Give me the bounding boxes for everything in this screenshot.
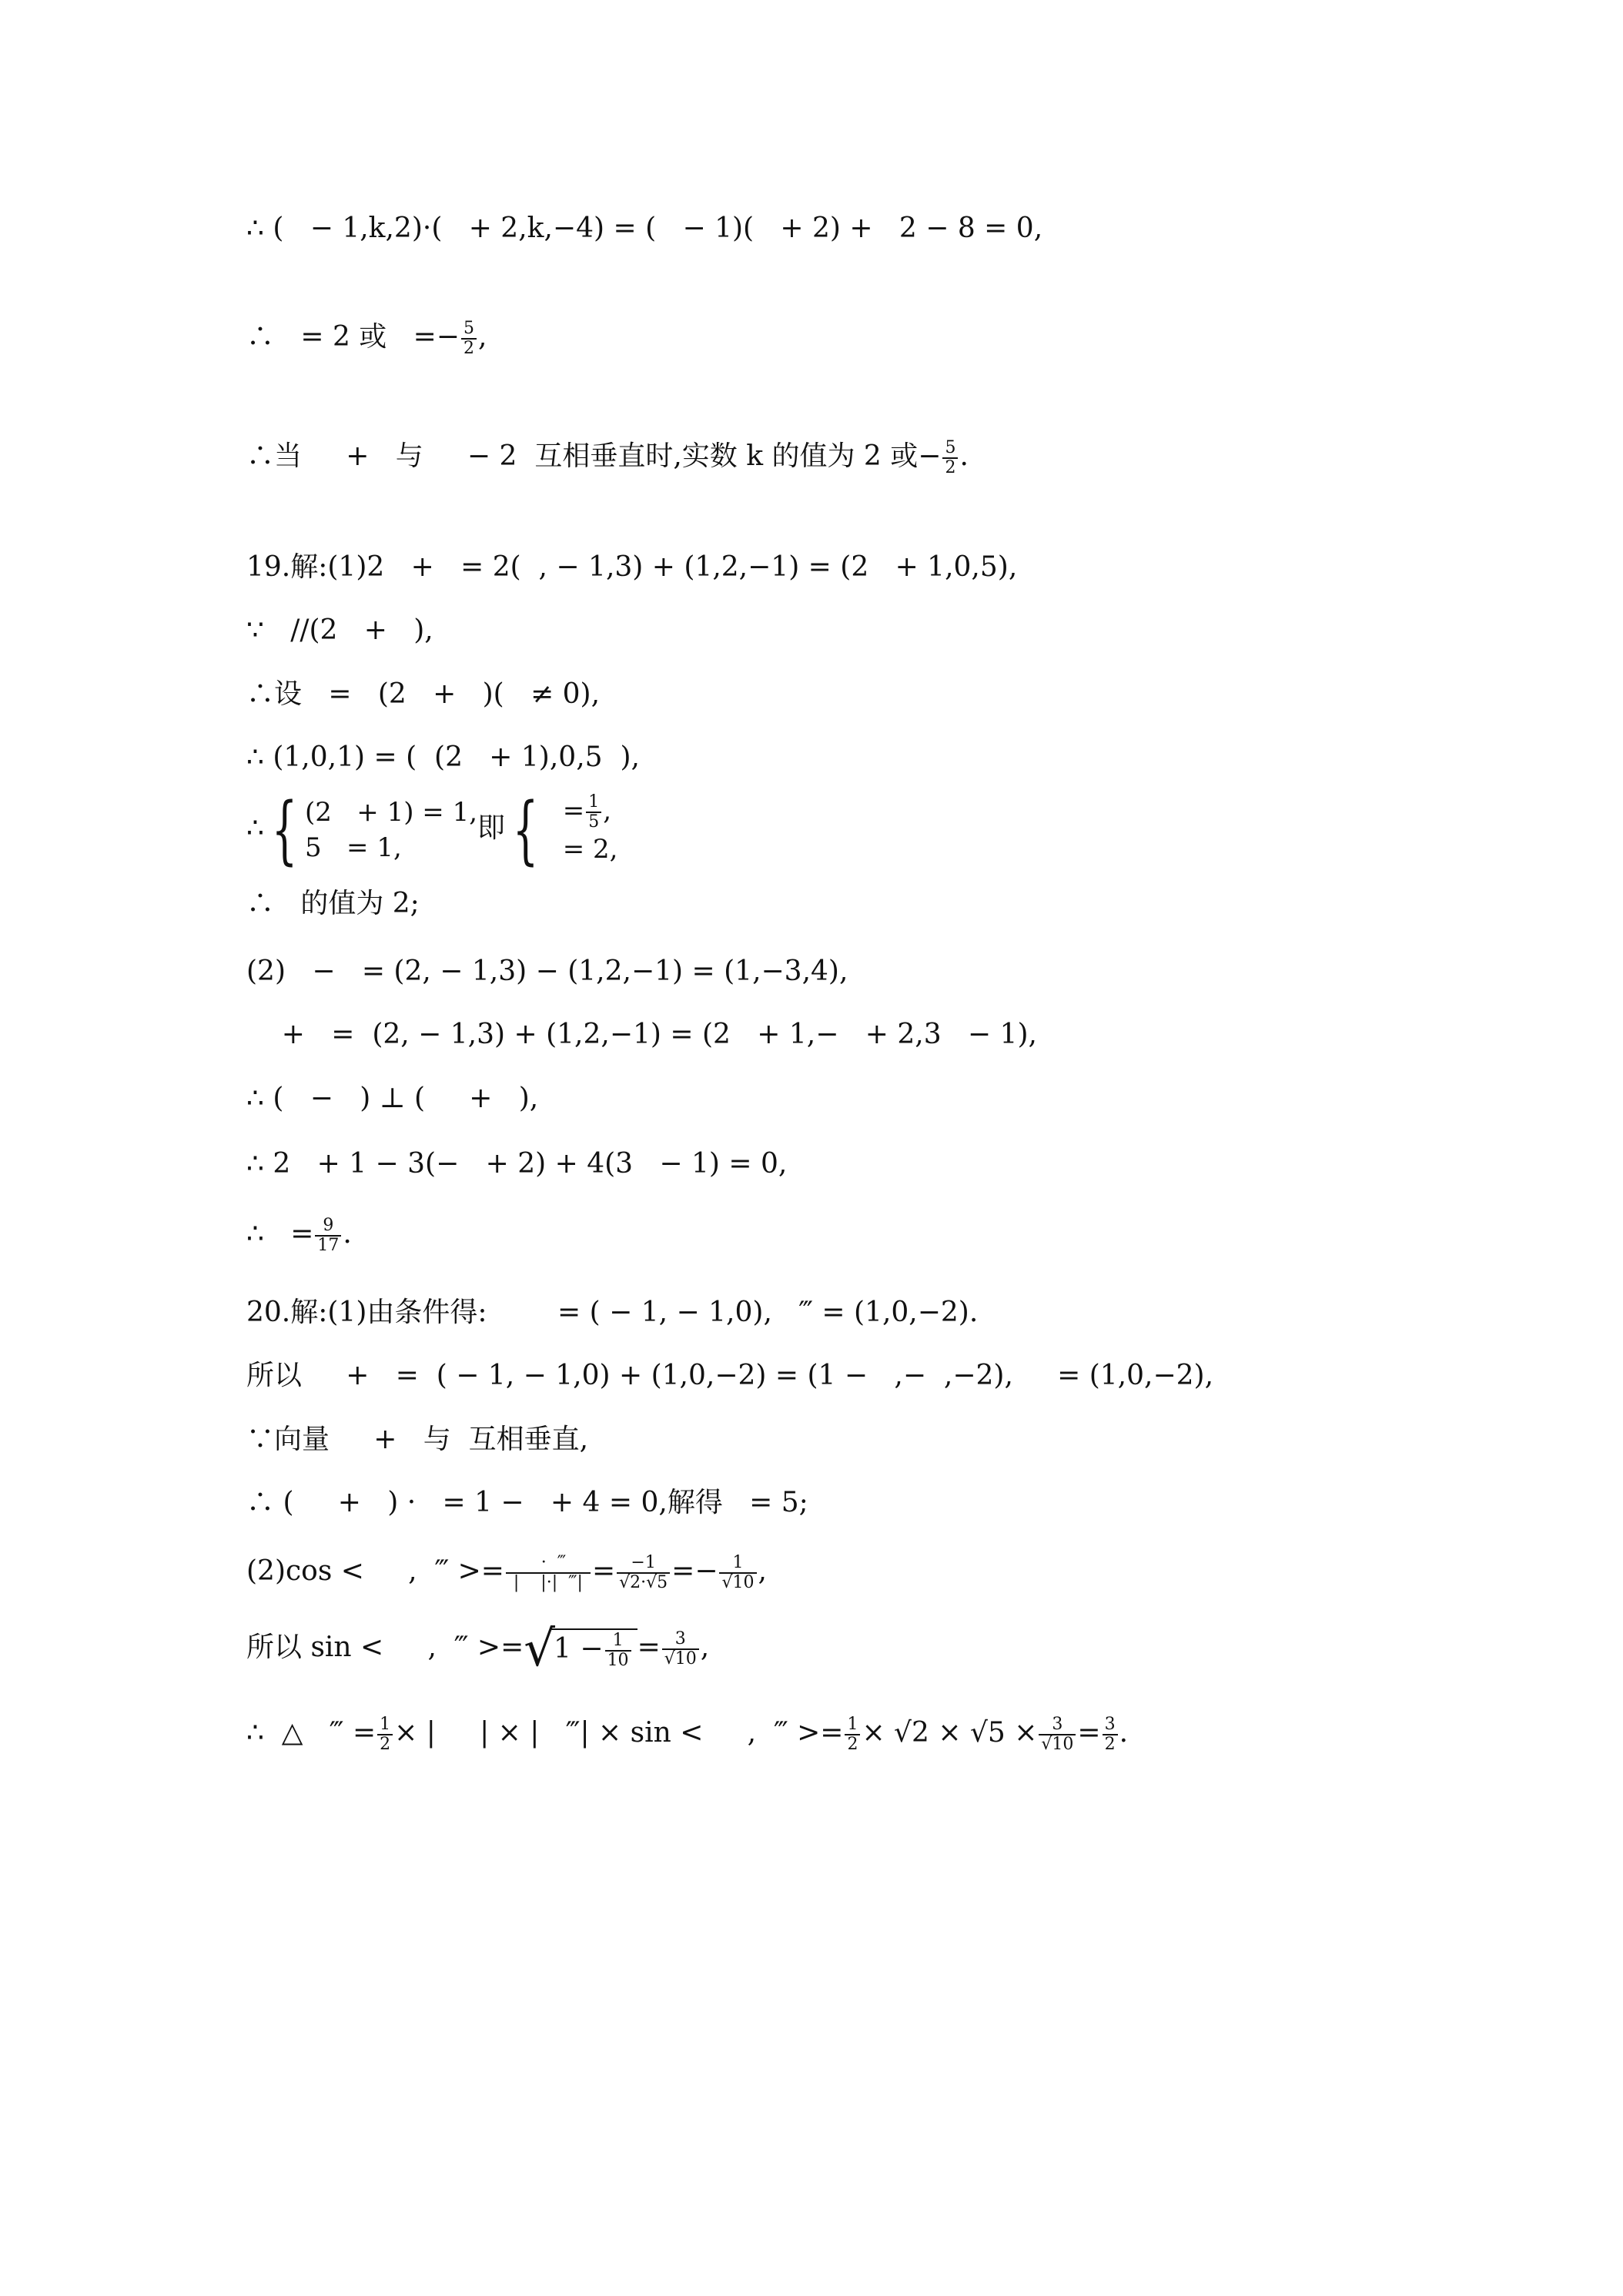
equation-system bbox=[246, 787, 618, 873]
problem-19-heading: 19.解:(1)2 + = 2( , − 1,3) + (1,2,−1) = (2 + 1,0,5), bbox=[246, 551, 1018, 583]
equation-line-12: ∴ ( − ) ⊥ ( + ), bbox=[246, 1083, 539, 1114]
equation-line-6: ∴设 = (2 + )( ≠ 0), bbox=[246, 678, 601, 710]
fraction-1-2 bbox=[845, 1715, 860, 1754]
text: ∴ = 2 或 =− bbox=[246, 321, 460, 353]
text: . bbox=[959, 440, 969, 472]
text: 即 bbox=[477, 812, 506, 844]
denominator: 2 bbox=[945, 458, 956, 477]
text: , bbox=[700, 1632, 710, 1663]
text: = bbox=[637, 1632, 661, 1663]
text: . bbox=[1119, 1717, 1129, 1749]
fraction-cos bbox=[506, 1554, 591, 1592]
numerator: 1 bbox=[586, 793, 601, 813]
fraction-5-2 bbox=[942, 439, 958, 477]
fraction-3-sqrt10 bbox=[662, 1630, 699, 1668]
equation-line-3 bbox=[246, 439, 969, 477]
denominator: 10 bbox=[607, 1651, 629, 1670]
numerator: 5 bbox=[942, 439, 958, 459]
equation-line-14 bbox=[246, 1217, 352, 1255]
fraction-1-sqrt10 bbox=[719, 1554, 756, 1592]
denominator: √2·√5 bbox=[619, 1573, 668, 1592]
equation-line-9: ∴ 的值为 2; bbox=[246, 888, 420, 919]
text: ∴ = bbox=[246, 1218, 314, 1250]
fraction-3-2 bbox=[1103, 1715, 1118, 1754]
numerator: 1 bbox=[605, 1632, 631, 1652]
fraction-1-2 bbox=[377, 1715, 393, 1754]
text: , bbox=[758, 1555, 767, 1587]
text: ∴ bbox=[246, 812, 264, 844]
text: (2)cos < , ‴ >= bbox=[246, 1555, 504, 1587]
denominator: √10 bbox=[721, 1573, 755, 1592]
numerator: 5 bbox=[461, 320, 477, 340]
numerator: −1 bbox=[617, 1554, 670, 1574]
equation-line-area bbox=[246, 1715, 1128, 1754]
numerator: 1 bbox=[845, 1715, 860, 1735]
problem-20-heading: 20.解:(1)由条件得: = ( − 1, − 1,0), ‴ = (1,0,−2). bbox=[246, 1297, 979, 1328]
equation-line-18: ∴ ( + ) · = 1 − + 4 = 0,解得 = 5; bbox=[246, 1487, 808, 1518]
text: , bbox=[603, 795, 612, 826]
numerator: 3 bbox=[1039, 1715, 1076, 1735]
equation-line-2 bbox=[246, 320, 487, 358]
denominator: 2 bbox=[847, 1735, 858, 1754]
fraction-3-sqrt10 bbox=[1039, 1715, 1076, 1754]
text: 所以 sin < , ‴ >= bbox=[246, 1632, 524, 1663]
numerator: · ‴ bbox=[506, 1554, 591, 1574]
denominator: √10 bbox=[664, 1649, 697, 1668]
text: . bbox=[343, 1218, 352, 1250]
denominator: | |·| ‴| bbox=[513, 1573, 583, 1592]
system-2 bbox=[546, 793, 617, 867]
equation-line-5: ∵ //(2 + ), bbox=[246, 614, 433, 646]
text: = bbox=[591, 1555, 616, 1587]
denominator: 5 bbox=[588, 812, 600, 832]
equation-line-16: 所以 + = ( − 1, − 1,0) + (1,0,−2) = (1 − ,− ,−2), = (1,0,−2), bbox=[246, 1360, 1214, 1391]
fraction-1-5 bbox=[586, 793, 601, 832]
equation-line-1: ∴ ( − 1,k,2)·( + 2,k,−4) = ( − 1)( + 2) + 2 − 8 = 0, bbox=[246, 213, 1043, 244]
text: = bbox=[546, 795, 585, 826]
text: ∴ △ ‴ = bbox=[246, 1717, 376, 1749]
equation-line-sin bbox=[246, 1621, 710, 1678]
system-row: = 2, bbox=[546, 834, 618, 865]
denominator: 2 bbox=[463, 339, 474, 358]
brace-icon: { bbox=[512, 787, 539, 873]
equation-line-cos bbox=[246, 1554, 767, 1592]
system-row bbox=[546, 793, 617, 832]
radical-icon: √ bbox=[524, 1621, 556, 1678]
system-1 bbox=[305, 795, 477, 865]
fraction-5-2 bbox=[461, 320, 477, 358]
text: × | | × | ‴| × sin < , ‴ >= bbox=[394, 1717, 844, 1749]
text: 1 − bbox=[554, 1633, 604, 1665]
equation-line-7: ∴ (1,0,1) = ( (2 + 1),0,5 ), bbox=[246, 741, 640, 773]
numerator: 9 bbox=[315, 1217, 341, 1237]
system-row: (2 + 1) = 1, bbox=[304, 797, 478, 828]
denominator: 2 bbox=[1104, 1735, 1116, 1754]
text: = bbox=[1077, 1717, 1101, 1749]
fraction-1-10 bbox=[605, 1632, 631, 1670]
text: =− bbox=[671, 1555, 718, 1587]
equation-line-10: (2) − = (2, − 1,3) − (1,2,−1) = (1,−3,4), bbox=[246, 956, 848, 987]
sqrt-expression bbox=[524, 1621, 637, 1678]
denominator: 17 bbox=[317, 1236, 340, 1255]
numerator: 3 bbox=[1103, 1715, 1118, 1735]
numerator: 1 bbox=[719, 1554, 756, 1574]
numerator: 1 bbox=[377, 1715, 393, 1735]
equation-line-17: ∵向量 + 与 互相垂直, bbox=[246, 1424, 589, 1455]
denominator: √10 bbox=[1041, 1735, 1074, 1754]
equation-line-11: + = (2, − 1,3) + (1,2,−1) = (2 + 1,− + 2,3 − 1), bbox=[246, 1019, 1037, 1050]
brace-icon: { bbox=[271, 787, 298, 873]
fraction-minus1 bbox=[617, 1554, 670, 1592]
fraction-9-17 bbox=[315, 1217, 341, 1255]
text: × √2 × √5 × bbox=[862, 1717, 1038, 1749]
text: ∴当 + 与 − 2 互相垂直时,实数 k 的值为 2 或− bbox=[246, 440, 942, 472]
text: , bbox=[477, 321, 487, 353]
radicand bbox=[550, 1628, 637, 1670]
equation-line-13: ∴ 2 + 1 − 3(− + 2) + 4(3 − 1) = 0, bbox=[246, 1148, 788, 1180]
numerator: 3 bbox=[662, 1630, 699, 1650]
denominator: 2 bbox=[380, 1735, 391, 1754]
system-row: 5 = 1, bbox=[304, 832, 402, 863]
